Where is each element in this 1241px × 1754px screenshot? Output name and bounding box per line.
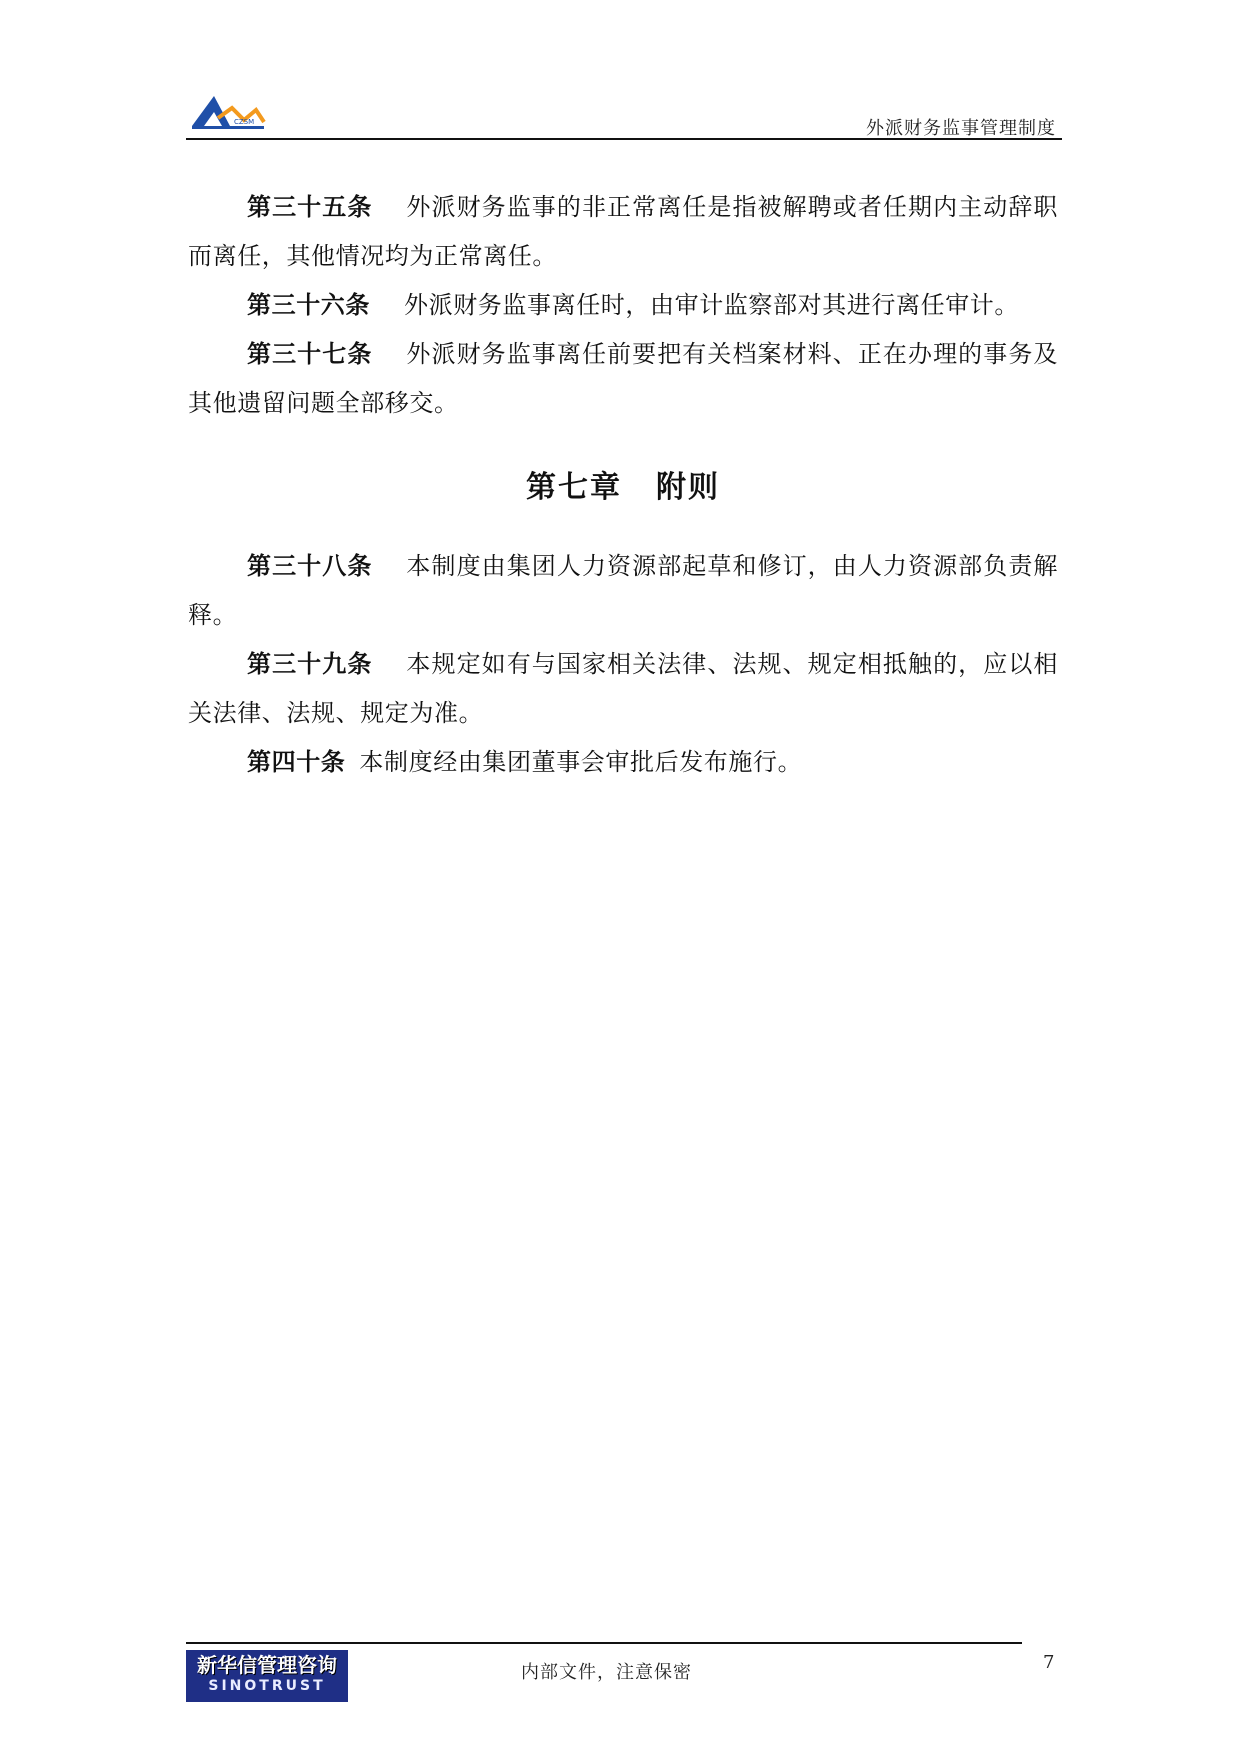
article-text: 本制度经由集团董事会审批后发布施行。 (359, 748, 803, 776)
footer-divider (186, 1642, 1022, 1644)
article-35 (188, 183, 1058, 281)
article-number: 第三十五条 (247, 193, 373, 221)
article-number: 第三十九条 (247, 650, 373, 678)
sinotrust-logo (186, 1650, 348, 1702)
article-number: 第四十条 (247, 748, 346, 776)
article-37 (188, 330, 1058, 428)
article-text: 外派财务监事离任前要把有关档案材料、正在办理的事务及其他遗留问题全部移交。 (188, 340, 1058, 417)
page-number: 7 (1043, 1652, 1055, 1673)
header-divider (186, 138, 1062, 140)
chapter-heading (188, 462, 1058, 506)
article-number: 第三十七条 (247, 340, 373, 368)
article-text: 本规定如有与国家相关法律、法规、规定相抵触的，应以相关法律、法规、规定为准。 (188, 650, 1058, 727)
article-text: 外派财务监事离任时，由审计监察部对其进行离任审计。 (404, 291, 1019, 319)
article-number: 第三十六条 (247, 291, 370, 319)
article-text: 本制度由集团人力资源部起草和修订，由人力资源部负责解释。 (188, 552, 1058, 629)
article-text: 外派财务监事的非正常离任是指被解聘或者任期内主动辞职而离任，其他情况均为正常离任。 (188, 193, 1058, 270)
chapter-number: 第七章 (526, 470, 622, 505)
confidential-notice: 内部文件，注意保密 (521, 1662, 692, 1683)
page-header (186, 80, 1062, 140)
logo-en-text: SINOTRUST (208, 1678, 326, 1694)
logo-text: CZSM (234, 118, 255, 126)
article-40 (188, 738, 1058, 787)
document-body (188, 183, 1058, 787)
article-39 (188, 640, 1058, 738)
company-logo-icon (188, 88, 268, 134)
logo-cn-text: 新华信管理咨询 (197, 1653, 337, 1677)
article-38 (188, 542, 1058, 640)
article-36 (188, 281, 1058, 330)
article-number: 第三十八条 (247, 552, 373, 580)
page-footer (186, 1642, 1062, 1702)
header-title: 外派财务监事管理制度 (866, 118, 1056, 139)
chapter-title: 附则 (656, 470, 720, 505)
